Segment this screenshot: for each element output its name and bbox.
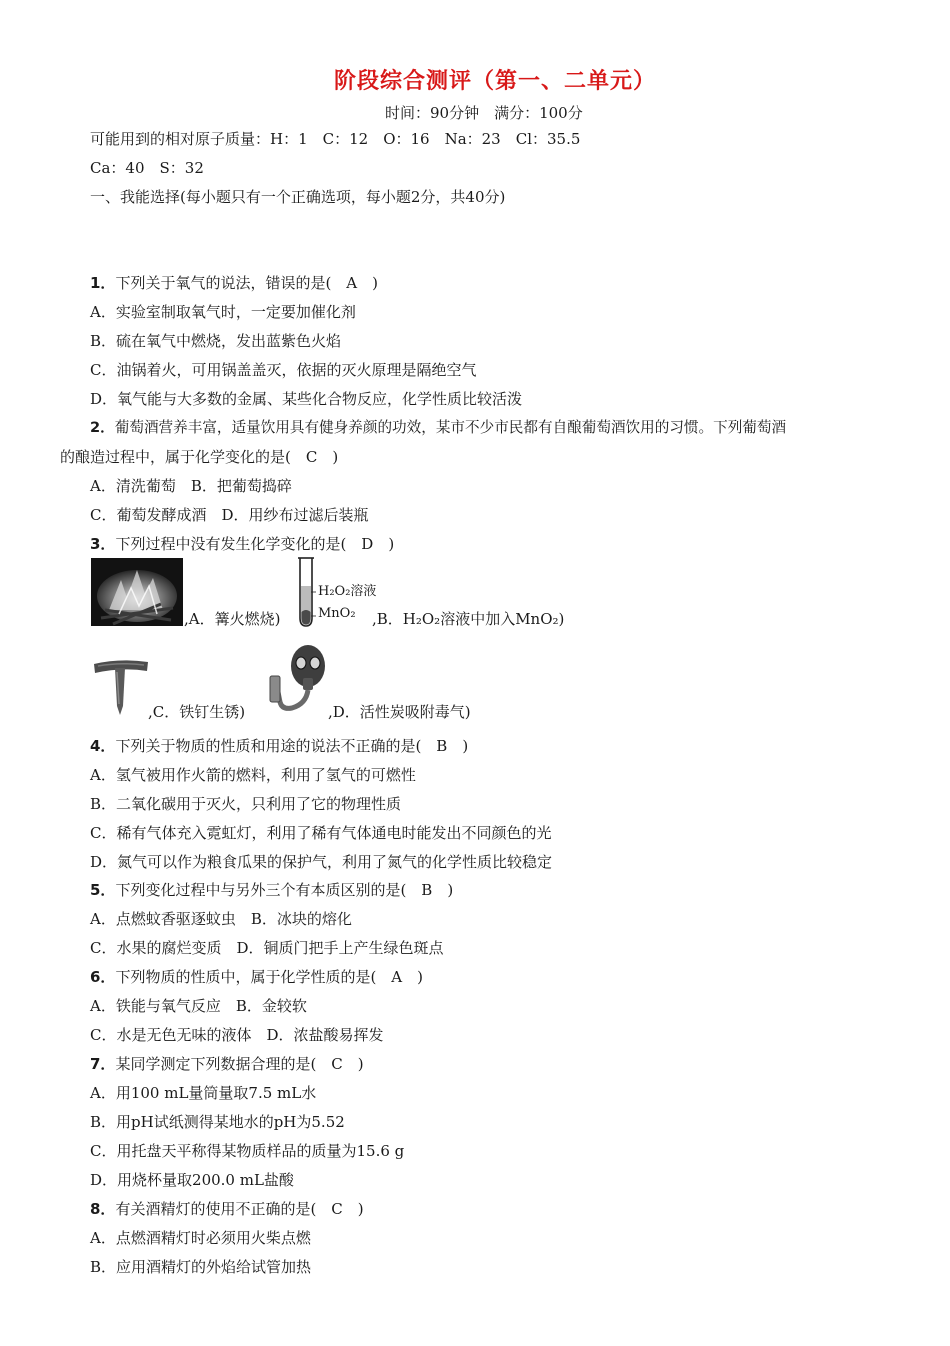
- question-2: [90, 418, 786, 438]
- option: A．铁能与氧气反应 B．金较软: [90, 997, 307, 1015]
- exam-info: 时间：90分钟 满分：100分: [385, 104, 583, 122]
- tube-label-mno2: MnO₂: [318, 606, 356, 621]
- question-6: [90, 967, 423, 987]
- test-tube-image: [296, 556, 316, 628]
- question-3: [90, 534, 394, 554]
- bonfire-image: [91, 558, 183, 626]
- question-5: [90, 880, 453, 900]
- option: D．氮气可以作为粮食瓜果的保护气，利用了氮气的化学性质比较稳定: [90, 853, 553, 871]
- option: A．氢气被用作火箭的燃料，利用了氢气的可燃性: [90, 766, 416, 784]
- question-stem: 下列过程中没有发生化学变化的是( D ): [115, 535, 395, 553]
- question-1: [90, 273, 378, 293]
- atomic-mass-line-1: 可能用到的相对原子质量：H：1 C：12 O：16 Na：23 Cl：35.5: [90, 130, 581, 148]
- option: B．用pH试纸测得某地水的pH为5.52: [90, 1113, 345, 1131]
- option: C．水是无色无味的液体 D．浓盐酸易挥发: [90, 1026, 384, 1044]
- question-stem: 下列变化过程中与另外三个有本质区别的是( B ): [115, 881, 454, 899]
- option: C．葡萄发酵成酒 D．用纱布过滤后装瓶: [90, 506, 369, 524]
- question-number: 3．: [90, 535, 116, 553]
- question-stem: 下列关于物质的性质和用途的说法不正确的是( B ): [115, 737, 469, 755]
- option: B．硫在氧气中燃烧，发出蓝紫色火焰: [90, 332, 342, 350]
- question-number: 6．: [90, 968, 116, 986]
- option-c: ,C．铁钉生锈): [148, 703, 246, 721]
- option: A．实验室制取氧气时，一定要加催化剂: [90, 303, 356, 321]
- page-title: 阶段综合测评（第一、二单元）: [333, 69, 656, 94]
- section-heading: 一、我能选择(每小题只有一个正确选项，每小题2分，共40分): [90, 188, 506, 206]
- question-number: 2．: [90, 419, 115, 436]
- option: B．二氧化碳用于灭火，只利用了它的物理性质: [90, 795, 402, 813]
- question-number: 4．: [90, 737, 116, 755]
- question-number: 5．: [90, 881, 116, 899]
- option: C．水果的腐烂变质 D．铜质门把手上产生绿色斑点: [90, 939, 444, 957]
- option: A．点燃蚊香驱逐蚊虫 B．冰块的熔化: [90, 910, 352, 928]
- question-4: [90, 736, 468, 756]
- question-number: 1．: [90, 274, 116, 292]
- question-number: 7．: [90, 1055, 116, 1073]
- question-stem: 下列关于氧气的说法，错误的是( A ): [115, 274, 378, 292]
- option: A．点燃酒精灯时必须用火柴点燃: [90, 1229, 311, 1247]
- option-a: ,A．篝火燃烧): [184, 610, 281, 628]
- option-d: ,D．活性炭吸附毒气): [328, 703, 471, 721]
- option: A．用100 mL量筒量取7.5 mL水: [90, 1084, 317, 1102]
- question-stem: 葡萄酒营养丰富，适量饮用具有健身养颜的功效，某市不少市民都有自酿葡萄酒饮用的习惯。下列葡萄酒: [114, 419, 787, 436]
- option: C．稀有气体充入霓虹灯，利用了稀有气体通电时能发出不同颜色的光: [90, 824, 552, 842]
- option: D．用烧杯量取200.0 mL盐酸: [90, 1171, 294, 1189]
- question-stem: 下列物质的性质中，属于化学性质的是( A ): [115, 968, 423, 986]
- question-stem: 某同学测定下列数据合理的是( C ): [115, 1055, 364, 1073]
- tube-label-h2o2: H₂O₂溶液: [318, 584, 377, 599]
- option: B．应用酒精灯的外焰给试管加热: [90, 1258, 312, 1276]
- option: C．用托盘天平称得某物质样品的质量为15.6 g: [90, 1142, 405, 1160]
- option: D．氧气能与大多数的金属、某些化合物反应，化学性质比较活泼: [90, 390, 523, 408]
- atomic-mass-line-2: Ca：40 S：32: [90, 159, 204, 177]
- option: C．油锅着火，可用锅盖盖灭，依据的灭火原理是隔绝空气: [90, 361, 477, 379]
- question-number: 8．: [90, 1200, 116, 1218]
- option: A．清洗葡萄 B．把葡萄捣碎: [90, 477, 292, 495]
- question-8: [90, 1199, 364, 1219]
- question-stem: 有关酒精灯的使用不正确的是( C ): [115, 1200, 364, 1218]
- option-b: ,B．H₂O₂溶液中加入MnO₂): [372, 610, 565, 628]
- question-7: [90, 1054, 364, 1074]
- question-stem-continued: 的酿造过程中，属于化学变化的是( C ): [60, 448, 339, 466]
- gas-mask-image: [266, 642, 328, 718]
- rusty-nail-image: [92, 652, 150, 716]
